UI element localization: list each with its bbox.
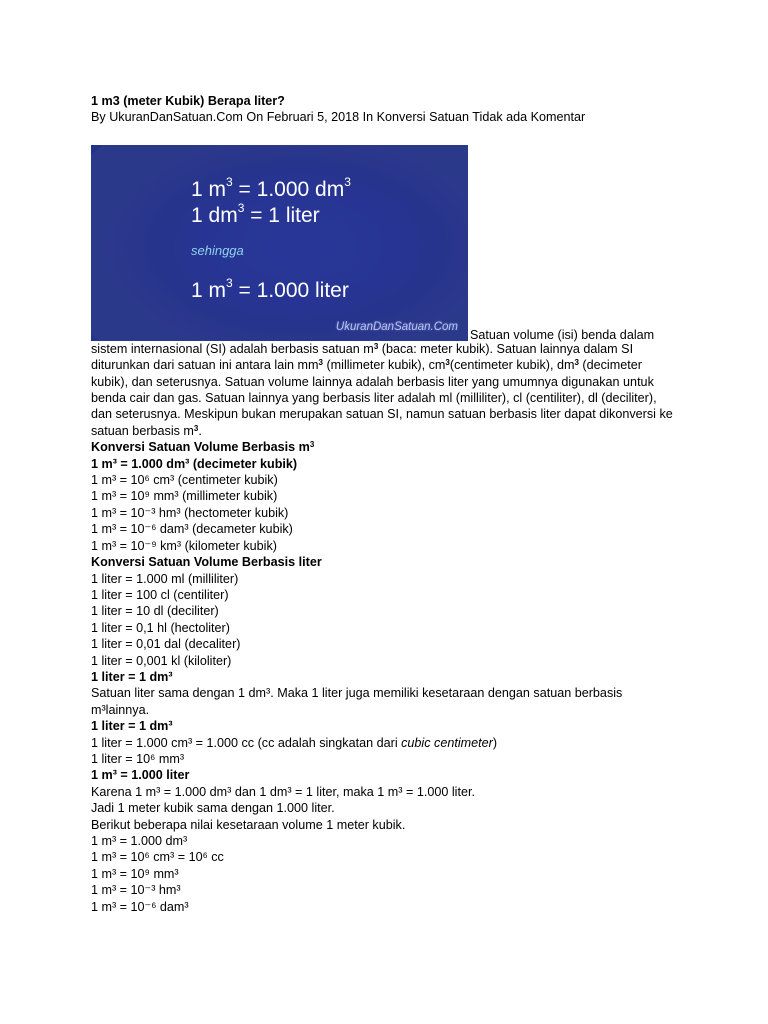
list-item: 1 liter = 0,1 hl (hectoliter) <box>91 620 230 635</box>
hero-image <box>91 145 468 341</box>
list-item: 1 m³ = 10⁹ mm³ <box>91 866 179 881</box>
list-item: 1 m³ = 10⁻⁹ km³ (kilometer kubik) <box>91 538 277 553</box>
figure-row <box>91 145 681 341</box>
berikut-line: Berikut beberapa nilai kesetaraan volume 1 meter kubik. <box>91 817 406 832</box>
hero-watermark: UkuranDanSatuan.Com <box>335 321 458 334</box>
article-title: 1 m3 (meter Kubik) Berapa liter? <box>91 94 285 108</box>
karena-line: Karena 1 m³ = 1.000 dm³ dan 1 dm³ = 1 liter, maka 1 m³ = 1.000 liter. <box>91 784 475 799</box>
list-item: 1 m³ = 1.000 dm³ <box>91 834 188 848</box>
list-item: 1 m³ = 10⁶ cm³ = 10⁶ cc <box>91 850 224 865</box>
article-byline: By UkuranDanSatuan.Com On Februari 5, 2018 In Konversi Satuan Tidak ada Komentar <box>91 110 586 125</box>
list-item: 1 m³ = 10⁻⁶ dam³ <box>91 899 189 914</box>
liter-mm-line: 1 liter = 10⁶ mm³ <box>91 751 185 766</box>
intro-first-line: Satuan volume (isi) benda dalam <box>470 327 655 342</box>
list-item: 1 liter = 0,01 dal (decaliter) <box>91 637 241 652</box>
bold-liter-dm3-1: 1 liter = 1 dm³ <box>91 669 173 684</box>
list-item: 1 liter = 100 cl (centiliter) <box>91 587 229 602</box>
bold-liter-dm3-2: 1 liter = 1 dm³ <box>91 719 173 734</box>
hero-line-3: 1 $m^3 = 1.000$ liter <box>191 275 349 302</box>
list-item: 1 m³ = 10⁹ mm³ (millimeter kubik) <box>91 489 278 504</box>
list-item: 1 liter = 0,001 kl (kiloliter) <box>91 653 232 668</box>
section-heading-liter: Konversi Satuan Volume Berbasis liter <box>91 555 322 570</box>
list-item: 1 m³ = 10⁻³ hm³ <box>91 883 181 898</box>
section-m3-bold-line: 1 m³ = 1.000 dm³ (decimeter kubik) <box>91 456 298 471</box>
hero-sehingga: sehingga <box>191 242 244 258</box>
list-item: 1 liter = 1.000 ml (milliliter) <box>91 571 239 586</box>
hero-line-1: 1 $m^3 = 1.000$ $dm^3$ <box>191 174 351 201</box>
liter-cc-line: 1 liter = 1.000 cm³ = 1.000 cc (cc adalah singkatan dari cubic centimeter) <box>91 735 498 750</box>
hero-line-2: 1 $dm^3 = 1$ liter <box>191 200 320 227</box>
section-heading-m3: Konversi Satuan Volume Berbasis $m^3$ <box>91 440 315 455</box>
liter-paragraph: Satuan liter sama dengan 1 dm³. Maka 1 liter juga memiliki kesetaraan dengan satuan berbasis m³lainnya. <box>91 686 623 717</box>
list-item: 1 liter = 10 dl (deciliter) <box>91 604 219 619</box>
article <box>91 93 681 915</box>
bold-m3-liter: 1 m³ = 1.000 liter <box>91 768 190 783</box>
jadi-line: Jadi 1 meter kubik sama dengan 1.000 liter. <box>91 801 335 816</box>
intro-paragraph: sistem internasional (SI) adalah berbasis satuan $m^3$ (baca: meter kubik). Satuan lainnya dalam SI diturunkan dari satuan ini antara lain $mm^3$ (millimeter kubik), $cm^3(centimeter$ kubik), $dm^3$ (decimeter kubik), dan seterusnya. Satuan volume lainnya adalah berbasis liter yang umumnya digunakan untuk benda cair dan gas. Satuan lainnya yang berbasis liter adalah ml (milliliter), cl (centiliter), dl (deciliter), dan seterusnya. Meskipun bukan merupakan satuan SI, namun satuan berbasis liter dapat dikonversi ke satuan berbasis $m^3$. <box>91 341 673 438</box>
list-item: 1 m³ = 10⁶ cm³ (centimeter kubik) <box>91 473 278 488</box>
list-item: 1 m³ = 10⁻⁶ dam³ (decameter kubik) <box>91 522 293 537</box>
list-item: 1 m³ = 10⁻³ hm³ (hectometer kubik) <box>91 505 289 520</box>
